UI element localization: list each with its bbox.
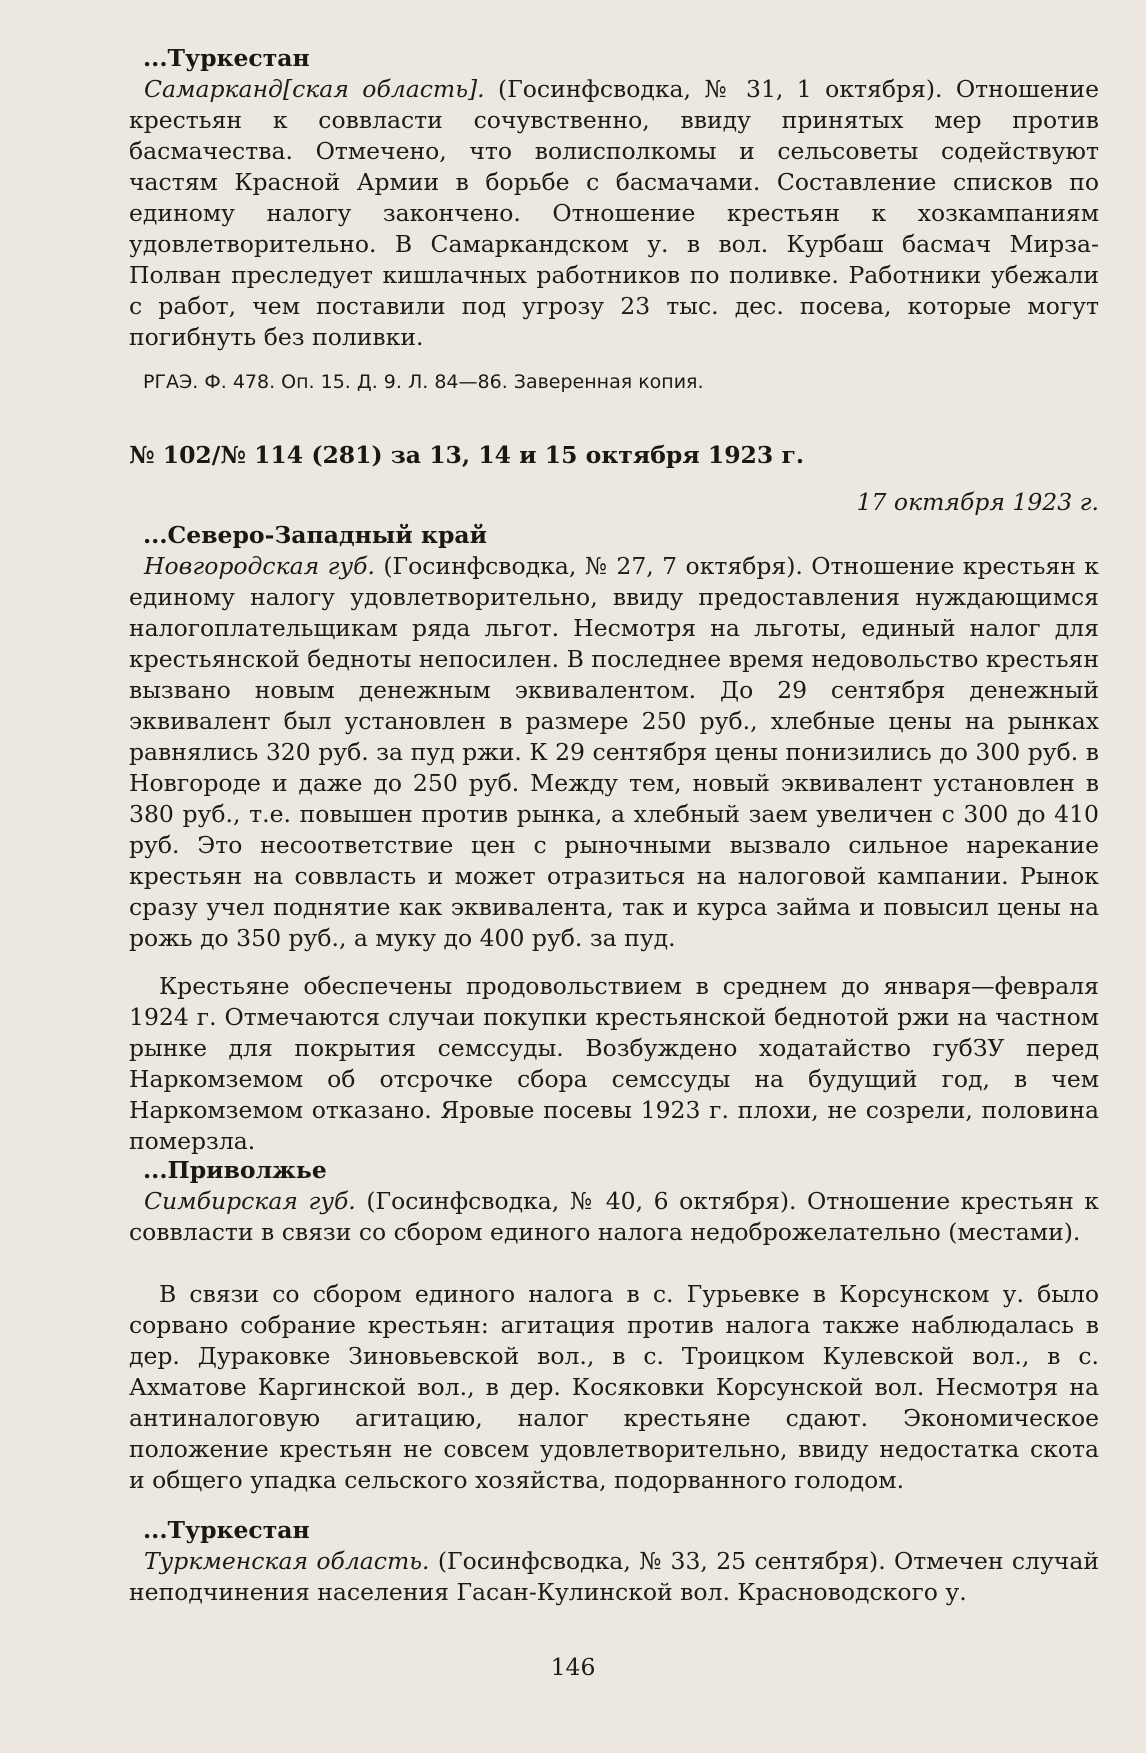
report-text: (Госинфсводка, № 27, 7 октября). Отношение крестьян к единому налогу удовлетворительно, ввиду предоставления нуждающимся налогоплательщикам ряда льгот. Несмотря на льготы, единый налог для крестьянской бедноты непосилен. В последнее время недовольство крестьян вызвано новым денежным эквивалентом. До 29 сентября денежный эквивалент был установлен в размере 250 руб., хлебные цены на рынках равнялись 320 руб. за пуд ржи. К 29 сентября цены понизились до 300 руб. в Новгороде и даже до 250 руб. Между тем, новый эквивалент установлен в 380 руб., т.е. повышен против рынка, а хлебный заем увеличен с 300 до 410 руб. Это несоответствие цен с рыночными вызвало сильное нарекание крестьян на соввласть и может отразиться на налоговой кампании. Рынок сразу учел поднятие как эквивалента, так и курса займа и повысил цены на рожь до 350 руб., а муку до 400 руб. за пуд. <box>129 552 1099 952</box>
region-name: Новгородская губ. <box>144 552 375 580</box>
report-paragraph-novgorod <box>129 551 1099 954</box>
page-number: 146 <box>550 1653 596 1681</box>
report-paragraph-novgorod-continued: Крестьяне обеспечены продовольствием в среднем до января—февраля 1924 г. Отмечаются случаи покупки крестьянской беднотой ржи на частном рынке для покрытия семссуды. Возбуждено ходатайство губЗУ перед Наркомземом об отсрочке сбора семссуды на будущий год, в чем Наркомземом отказано. Яровые посевы 1923 г. плохи, не созрели, половина померзла. <box>129 972 1099 1155</box>
region-name: Самарканд[ская область]. <box>144 75 485 103</box>
report-paragraph-simbirsk <box>129 1186 1099 1248</box>
report-paragraph-simbirsk-continued: В связи со сбором единого налога в с. Гурьевке в Корсунском у. было сорвано собрание крестьян: агитация против налога также наблюдалась в дер. Дураковке Зиновьевской вол., в с. Троицком Кулевской вол., в с. Ахматове Каргинской вол., в дер. Косяковки Корсунской вол. Несмотря на антиналоговую агитацию, налог крестьяне сдают. Экономическое положение крестьян не совсем удовлетворительно, ввиду недостатка скота и общего упадка сельского хозяйства, подорванного голодом. <box>129 1280 1099 1494</box>
report-text: (Госинфсводка, № 31, 1 октября). Отношение крестьян к соввласти сочувственно, ввиду принятых мер против басмачества. Отмечено, что волисполкомы и сельсоветы содействуют частям Красной Армии в борьбе с басмачами. Составление списков по единому налогу закончено. Отношение крестьян к хозкампаниям удовлетворительно. В Самаркандском у. в вол. Курбаш басмач Мирза-Полван преследует кишлачных работников по поливке. Работники убежали с работ, чем поставили под угрозу 23 тыс. дес. посева, которые могут погибнуть без поливки. <box>129 75 1099 351</box>
document-title: № 102/№ 114 (281) за 13, 14 и 15 октября 1923 г. <box>129 441 805 469</box>
report-text: (Госинфсводка, № 40, 6 октября). Отношение крестьян к соввласти в связи со сбором единого налога недоброжелательно (местами). <box>129 1187 1099 1246</box>
report-text: (Госинфсводка, № 33, 25 сентября). Отмечен случай неподчинения населения Гасан-Кулинской вол. Красноводского у. <box>129 1547 1100 1606</box>
section-heading-north-west: ...Северо-Западный край <box>143 521 488 549</box>
section-heading-volga: ...Приволжье <box>143 1156 327 1184</box>
region-name: Туркменская область. <box>144 1547 430 1575</box>
report-paragraph-samarkand <box>129 74 1099 353</box>
report-paragraph-turkmen <box>129 1546 1099 1608</box>
archive-reference: РГАЭ. Ф. 478. Оп. 15. Д. 9. Л. 84—86. Заверенная копия. <box>143 371 704 393</box>
section-heading-turkestan-2: ...Туркестан <box>143 1516 310 1544</box>
document-date: 17 октября 1923 г. <box>856 488 1099 516</box>
region-name: Симбирская губ. <box>144 1187 356 1215</box>
section-heading-turkestan: ...Туркестан <box>143 44 310 72</box>
